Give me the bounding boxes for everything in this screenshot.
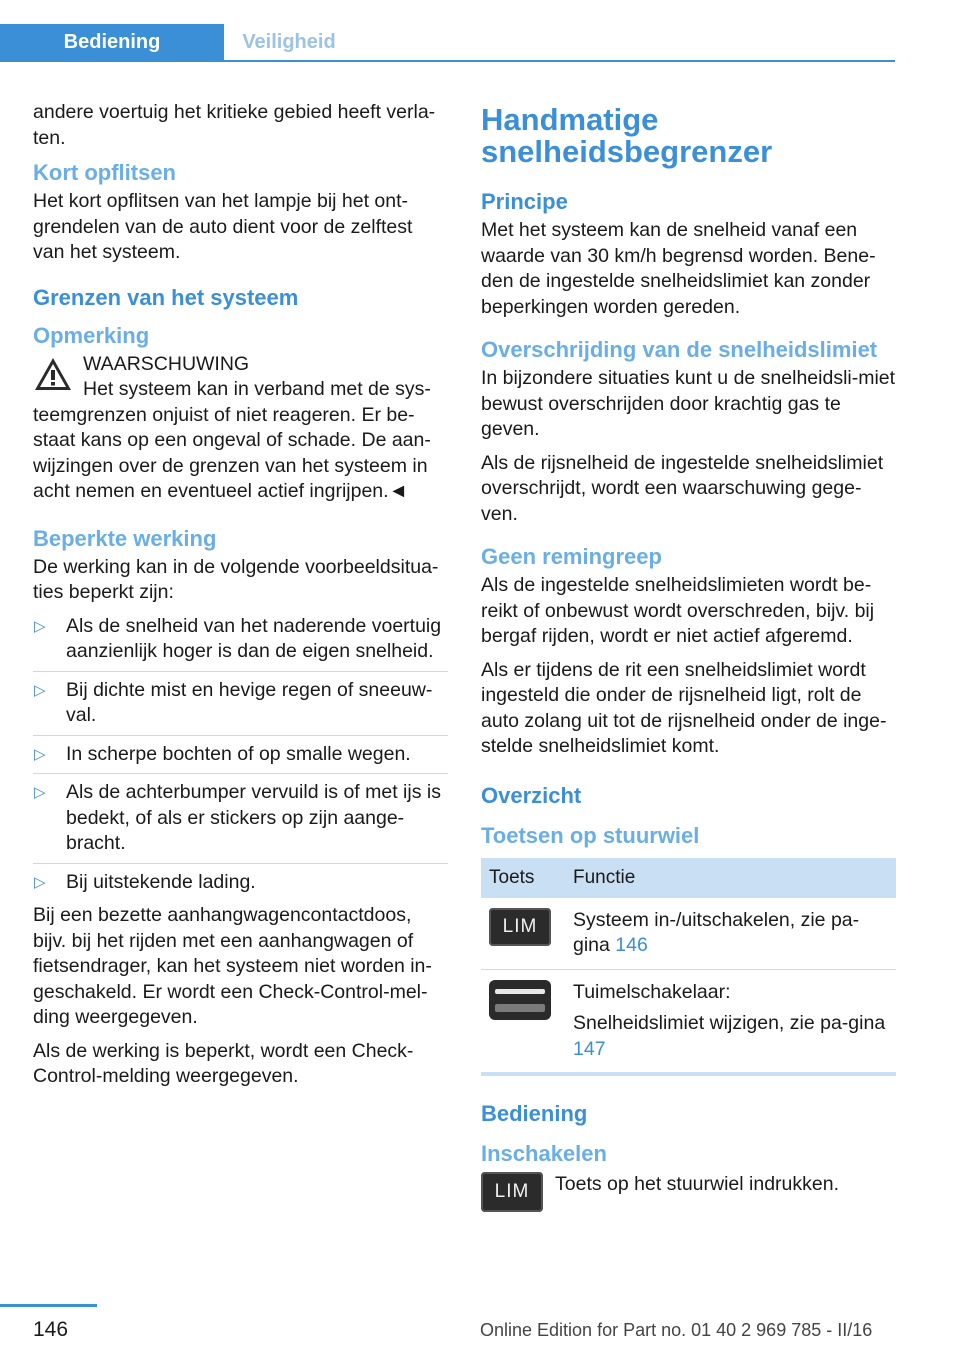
function-cell xyxy=(565,969,896,1074)
table-row xyxy=(481,969,896,1074)
overschrijding-text-2: Als de rijsnelheid de ingestelde snelheidslimiet overschrijdt, wordt een waarschuwing gege-ven. xyxy=(481,451,884,525)
trailer-text: Bij een bezette aanhangwagencontactdoos, bijv. bij het rijden met een aanhangwagen of fietsendrager, kan het systeem niet worden in-geschakeld. Er wordt een Check-Control-mel-ding weergegeven. xyxy=(33,904,432,1028)
function-title: Tuimelschakelaar: xyxy=(573,980,731,1003)
function-text: Systeem in-/uitschakelen, zie pa-gina xyxy=(573,908,860,956)
triangle-bullet-icon: ▷ xyxy=(34,681,46,699)
function-cell xyxy=(565,898,896,970)
page-title: Handmatige snelheidsbegrenzer xyxy=(481,102,773,169)
tab-veiligheid[interactable]: Veiligheid xyxy=(242,30,336,53)
function-desc xyxy=(573,1011,888,1062)
rocker-switch-icon xyxy=(489,980,551,1020)
list-item-text: Als de achterbumper vervuild is of met ijs is bedekt, of als er stickers op zijn aange-bracht. xyxy=(66,781,441,854)
warning-text: Het systeem kan in verband met de sys-teemgrenzen onjuist of niet reageren. Er be-staat kans op een ongeval of schade. De aan-wijzingen over de grenzen van het systeem in acht nemen en eventueel actief ingrijpen.◄ xyxy=(33,378,431,502)
list-item xyxy=(33,678,448,736)
heading-kort-opflitsen: Kort opflitsen xyxy=(33,160,176,185)
heading-grenzen: Grenzen van het systeem xyxy=(33,284,299,310)
limited-text: Als de werking is beperkt, wordt een Check-Control-melding weergegeven. xyxy=(33,1039,414,1087)
warning-block xyxy=(33,352,448,378)
page-link[interactable]: 147 xyxy=(573,1037,606,1060)
tab-bediening[interactable]: Bediening xyxy=(0,24,224,60)
triangle-bullet-icon: ▷ xyxy=(34,873,46,891)
list-item xyxy=(33,742,448,775)
page-header xyxy=(0,0,895,62)
header-divider xyxy=(0,60,895,62)
list-item xyxy=(33,870,448,902)
principe-text: Met het systeem kan de snelheid vanaf een waarde van 30 km/h begrensd worden. Bene-den de ingestelde snelheidslimiet kan zonder beperkingen worden gereden. xyxy=(481,219,876,318)
lim-button-icon: LIM xyxy=(489,908,551,946)
kort-opflitsen-text: Het kort opflitsen van het lampje bij het ont-grendelen van de auto dient voor de zelftest van het systeem. xyxy=(33,190,413,263)
heading-overschrijding: Overschrijding van de snelheidslimiet xyxy=(481,337,878,362)
heading-overzicht: Overzicht xyxy=(481,782,582,808)
inschakelen-instruction xyxy=(481,1172,896,1216)
heading-inschakelen: Inschakelen xyxy=(481,1141,607,1166)
warning-icon xyxy=(33,356,73,392)
heading-bediening: Bediening xyxy=(481,1101,588,1126)
heading-opmerking: Opmerking xyxy=(33,322,150,348)
list-item-text: Als de snelheid van het naderende voertuig aanzienlijk hoger is dan de eigen snelheid. xyxy=(66,614,442,662)
triangle-bullet-icon: ▷ xyxy=(34,784,46,801)
warning-label: WAARSCHUWING xyxy=(83,352,250,375)
column-header-functie: Functie xyxy=(565,858,896,898)
heading-geen-remingreep: Geen remingreep xyxy=(481,544,662,569)
limitation-list xyxy=(33,614,448,902)
list-item-text: Bij dichte mist en hevige regen of sneeuw-val. xyxy=(66,678,433,726)
heading-principe: Principe xyxy=(481,189,568,214)
edition-text: Online Edition for Part no. 01 40 2 969 785 - II/16 xyxy=(480,1320,873,1340)
list-item-text: In scherpe bochten of op smalle wegen. xyxy=(66,742,411,765)
remingreep-text-1: Als de ingestelde snelheidslimieten wordt be-reikt of onbewust wordt overschreden, bijv. bij bergaf rijden, wordt er niet actief afgeremd. xyxy=(481,574,875,647)
key-cell xyxy=(481,898,565,970)
page-link[interactable]: 146 xyxy=(615,934,648,956)
list-item xyxy=(33,614,448,672)
page-number: 146 xyxy=(33,1318,69,1341)
buttons-table xyxy=(481,858,896,1077)
key-cell xyxy=(481,969,565,1074)
beperkte-intro: De werking kan in de volgende voorbeeldsitua-ties beperkt zijn: xyxy=(33,555,439,603)
list-item-text: Bij uitstekende lading. xyxy=(66,870,256,893)
inschakelen-text: Toets op het stuurwiel indrukken. xyxy=(555,1173,839,1195)
table-header-row xyxy=(481,858,896,898)
heading-beperkte-werking: Beperkte werking xyxy=(33,525,217,551)
footer-divider xyxy=(0,1304,97,1307)
left-column xyxy=(33,100,448,1098)
remingreep-text-2: Als er tijdens de rit een snelheidslimiet wordt ingesteld die onder de rijsnelheid ligt, rolt de auto zolang uit tot de rijsnelheid onder de inge-stelde snelheidslimiet komt. xyxy=(481,658,887,757)
function-text: Snelheidslimiet wijzigen, zie pa-gina xyxy=(573,1012,886,1034)
heading-toetsen: Toetsen op stuurwiel xyxy=(481,822,700,848)
right-column xyxy=(481,104,896,1216)
triangle-bullet-icon: ▷ xyxy=(34,745,46,763)
column-header-toets: Toets xyxy=(481,858,565,898)
lim-button-icon: LIM xyxy=(481,1172,543,1212)
triangle-bullet-icon: ▷ xyxy=(34,617,46,635)
intro-text: andere voertuig het kritieke gebied heeft verla-ten. xyxy=(33,101,436,149)
list-item xyxy=(33,780,448,864)
overschrijding-text-1: In bijzondere situaties kunt u de snelheidsli-miet bewust overschrijden door krachtig gas te geven. xyxy=(481,367,896,440)
table-row xyxy=(481,898,896,970)
